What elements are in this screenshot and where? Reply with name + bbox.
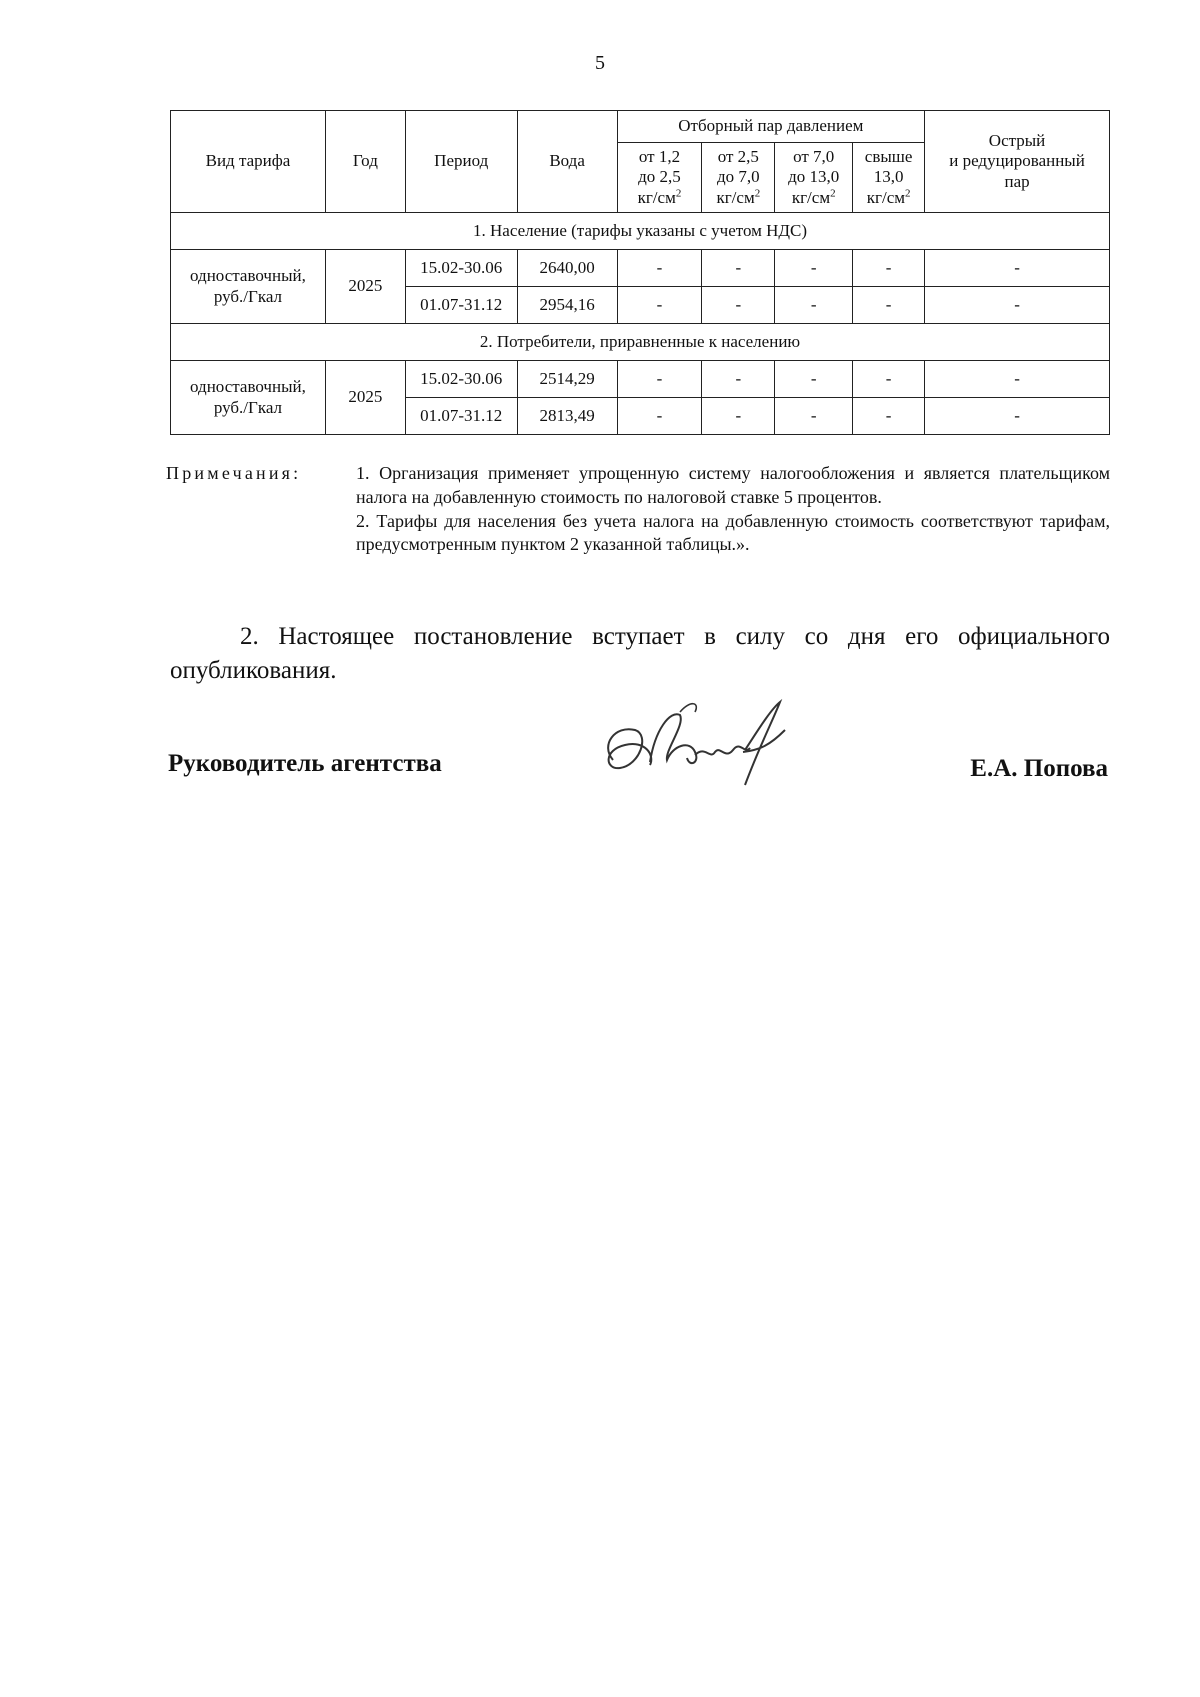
header-line: 13,0 <box>873 167 904 187</box>
steam-cell: - <box>617 361 702 398</box>
table-row <box>171 250 1110 287</box>
header-line: до 2,5 <box>638 167 681 187</box>
steam-cell: - <box>702 250 775 287</box>
steam-cell: - <box>617 398 702 435</box>
steam-cell: - <box>617 287 702 324</box>
header-sharp-steam-line: и редуцированный <box>949 151 1085 171</box>
page-number: 5 <box>595 52 605 74</box>
header-line: до 13,0 <box>788 167 840 187</box>
cell-line: одноставочный, <box>190 377 306 397</box>
steam-cell: - <box>702 398 775 435</box>
header-water: Вода <box>517 111 617 213</box>
water-cell: 2813,49 <box>517 398 617 435</box>
header-tariff-type: Вид тарифа <box>171 111 326 213</box>
year-cell: 2025 <box>325 250 405 324</box>
steam-cell: - <box>775 287 853 324</box>
header-steam-4 <box>853 143 925 213</box>
header-line: кг/см <box>866 187 905 207</box>
table-row <box>171 361 1110 398</box>
unit-superscript: 2 <box>905 187 911 200</box>
cell-line: руб./Гкал <box>213 397 283 417</box>
steam-cell: - <box>775 361 853 398</box>
header-line: свыше <box>864 146 913 166</box>
period-cell: 01.07-31.12 <box>405 398 517 435</box>
water-cell: 2514,29 <box>517 361 617 398</box>
header-line: от 2,5 <box>717 146 759 166</box>
header-line: кг/см <box>791 187 831 207</box>
notes-body <box>356 462 1110 557</box>
unit-superscript: 2 <box>754 187 761 200</box>
sharp-steam-cell: - <box>925 361 1110 398</box>
header-steam-group: Отборный пар давлением <box>617 111 925 143</box>
header-sharp-steam <box>925 111 1110 213</box>
header-line: кг/см <box>716 187 755 207</box>
notes <box>166 462 1110 557</box>
notes-label: Примечания: <box>166 463 302 483</box>
header-line: до 7,0 <box>717 167 760 187</box>
section-title: 1. Население (тарифы указаны с учетом НДС) <box>171 213 1110 250</box>
signatory-title: Руководитель агентства <box>168 750 442 777</box>
period-cell: 15.02-30.06 <box>405 250 517 287</box>
year-cell: 2025 <box>325 361 405 435</box>
effective-clause: 2. Настоящее постановление вступает в силу со дня его официального опубликования. <box>170 623 1110 684</box>
steam-cell: - <box>853 398 925 435</box>
handwritten-signature <box>595 690 805 800</box>
steam-cell: - <box>775 398 853 435</box>
steam-cell: - <box>702 361 775 398</box>
header-line: кг/см <box>637 187 676 207</box>
sharp-steam-cell: - <box>925 250 1110 287</box>
header-sharp-steam-line: Острый <box>988 130 1046 150</box>
unit-superscript: 2 <box>675 187 682 200</box>
signatory-name: Е.А. Попова <box>970 755 1108 782</box>
tariff-type-cell <box>171 250 326 324</box>
steam-cell: - <box>775 250 853 287</box>
sharp-steam-cell: - <box>925 287 1110 324</box>
note-item: 2. Тарифы для населения без учета налога на добавленную стоимость соответствуют тарифам, предусмотренным пунктом 2 указанной таблицы.». <box>356 510 1110 555</box>
period-cell: 15.02-30.06 <box>405 361 517 398</box>
steam-cell: - <box>853 361 925 398</box>
tariff-type-cell <box>171 361 326 435</box>
header-year: Год <box>325 111 405 213</box>
note-item: 1. Организация применяет упрощенную систему налогообложения и является плательщиком налога на добавленную стоимость по налоговой ставке 5 процентов. <box>356 463 1110 507</box>
sharp-steam-cell: - <box>925 398 1110 435</box>
steam-cell: - <box>617 250 702 287</box>
header-line: от 1,2 <box>638 146 681 166</box>
header-steam-3 <box>775 143 853 213</box>
steam-cell: - <box>853 250 925 287</box>
header-line: от 7,0 <box>793 146 835 166</box>
period-cell: 01.07-31.12 <box>405 287 517 324</box>
steam-cell: - <box>853 287 925 324</box>
water-cell: 2640,00 <box>517 250 617 287</box>
steam-cell: - <box>702 287 775 324</box>
water-cell: 2954,16 <box>517 287 617 324</box>
tariff-table <box>170 110 1110 435</box>
header-steam-2 <box>702 143 775 213</box>
header-sharp-steam-line: пар <box>1004 171 1030 191</box>
section-title: 2. Потребители, приравненные к населению <box>171 324 1110 361</box>
unit-superscript: 2 <box>830 187 836 200</box>
header-steam-1 <box>617 143 702 213</box>
cell-line: одноставочный, <box>190 266 306 286</box>
header-period: Период <box>405 111 517 213</box>
cell-line: руб./Гкал <box>213 286 283 306</box>
